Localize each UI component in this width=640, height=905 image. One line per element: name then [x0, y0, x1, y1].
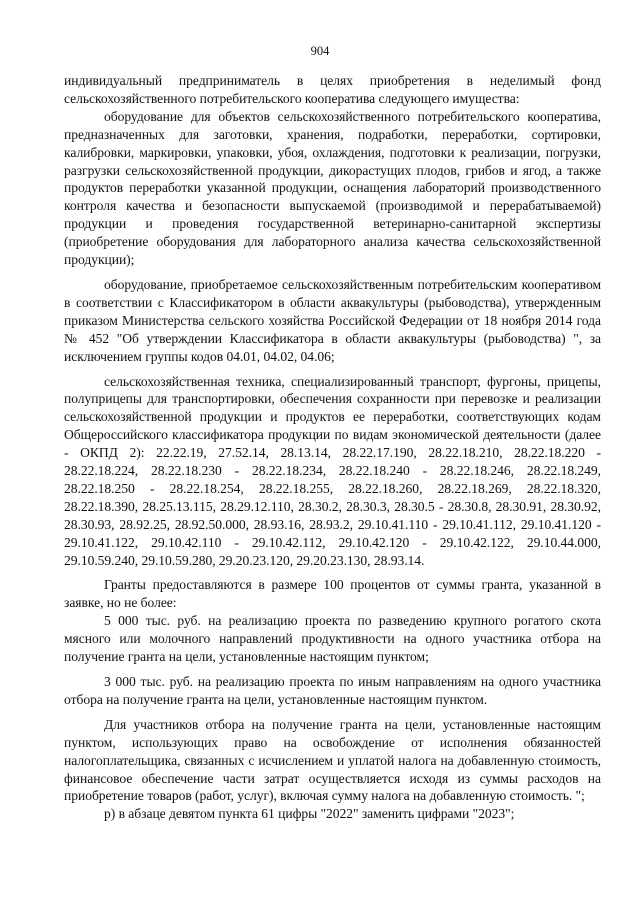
paragraph-other-limit: 3 000 тыс. руб. на реализацию проекта по иным направлениям на одного участника отбора на получение гранта на цели, установленные настоящим пунктом. — [64, 674, 601, 707]
paragraph-amendment: р) в абзаце девятом пункта 61 цифры "2022" заменить цифрами "2023"; — [104, 806, 515, 822]
paragraph-cattle-limit: 5 000 тыс. руб. на реализацию проекта по разведению крупного рогатого скота мясного или молочного направлений продуктивности на одного участника отбора на получение гранта на цели, установленные настоящим пунктом; — [64, 613, 601, 665]
paragraph-vat: Для участников отбора на получение гранта на цели, установленные настоящим пунктом, использующих право на освобождение от исполнения обязанностей налогоплательщика, связанных с исчислением и уплатой налога на добавленную стоимость, финансовое обеспечение части затрат осуществляется исходя из суммы расходов на приобретение товаров (работ, услуг), включая сумму налога на добавленную стоимость. "; — [64, 716, 601, 804]
paragraph-equipment: оборудование для объектов сельскохозяйственного потребительского кооператива, предназначенных для заготовки, хранения, подработки, переработки, сортировки, калибровки, маркировки, упаковки, убоя, охлаждения, подготовки к реализации, погрузки, разгрузки сельскохозяйственной продукции, дикорастущих плодов, грибов и ягод, а также продуктов переработки указанной продукции, оснащения лабораторий производственного контроля качества и безопасности выпускаемой (производимой и перерабатываемой) продукции и проведения государственной ветеринарно-санитарной экспертизы (приобретение оборудования для лабораторного анализа качества сельскохозяйственной продукции); — [64, 108, 601, 268]
paragraph-machinery: сельскохозяйственная техника, специализированный транспорт, фургоны, прицепы, полуприцепы для транспортировки, обеспечения сохранности при перевозке и реализации сельскохозяйственной продукции и продуктов ее переработки, соответствующих кодам Общероссийского классификатора продукции по видам экономической деятельности (далее - ОКПД 2): 22.22.19, 27.52.14, 28.13.14, 28.22.17.190, 28.22.18.210, 28.22.18.220 - 28.22.18.224, 28.22.18.230 - 28.22.18.234, 28.22.18.240 - 28.22.18.246, 28.22.18.249, 28.22.18.250 - 28.22.18.254, 28.22.18.255, 28.22.18.260, 28.22.18.269, 28.22.18.320, 28.22.18.390, 28.25.13.115, 28.29.12.110, 28.30.2, 28.30.3, 28.30.5 - 28.30.8, 28.30.91, 28.30.92, 28.30.93, 28.92.25, 28.92.50.000, 28.93.16, 28.93.2, 29.10.41.110 - 29.10.41.112, 29.10.41.120 - 29.10.41.122, 29.10.42.110 - 29.10.42.112, 29.10.42.120 - 29.10.42.122, 29.10.44.000, 29.10.59.240, 29.10.59.280, 29.20.23.120, 29.20.23.130, 28.93.14. — [64, 373, 601, 568]
page-number: 904 — [310, 44, 330, 58]
document-body — [64, 72, 601, 823]
paragraph-intro: индивидуальный предприниматель в целях приобретения в неделимый фонд сельскохозяйственного потребительского кооператива следующего имущества: — [64, 73, 601, 106]
paragraph-aquaculture-equipment: оборудование, приобретаемое сельскохозяйственным потребительским кооперативом в соответствии с Классификатором в области аквакультуры (рыбоводства), утвержденным приказом Министерства сельского хозяйства Российской Федерации от 18 ноября 2014 года № 452 "Об утверждении Классификатора в области аквакультуры (рыбоводства) ", за исключением группы кодов 04.01, 04.02, 04.06; — [64, 276, 601, 364]
paragraph-grant-size: Гранты предоставляются в размере 100 процентов от суммы гранта, указанной в заявке, но не более: — [64, 577, 601, 611]
